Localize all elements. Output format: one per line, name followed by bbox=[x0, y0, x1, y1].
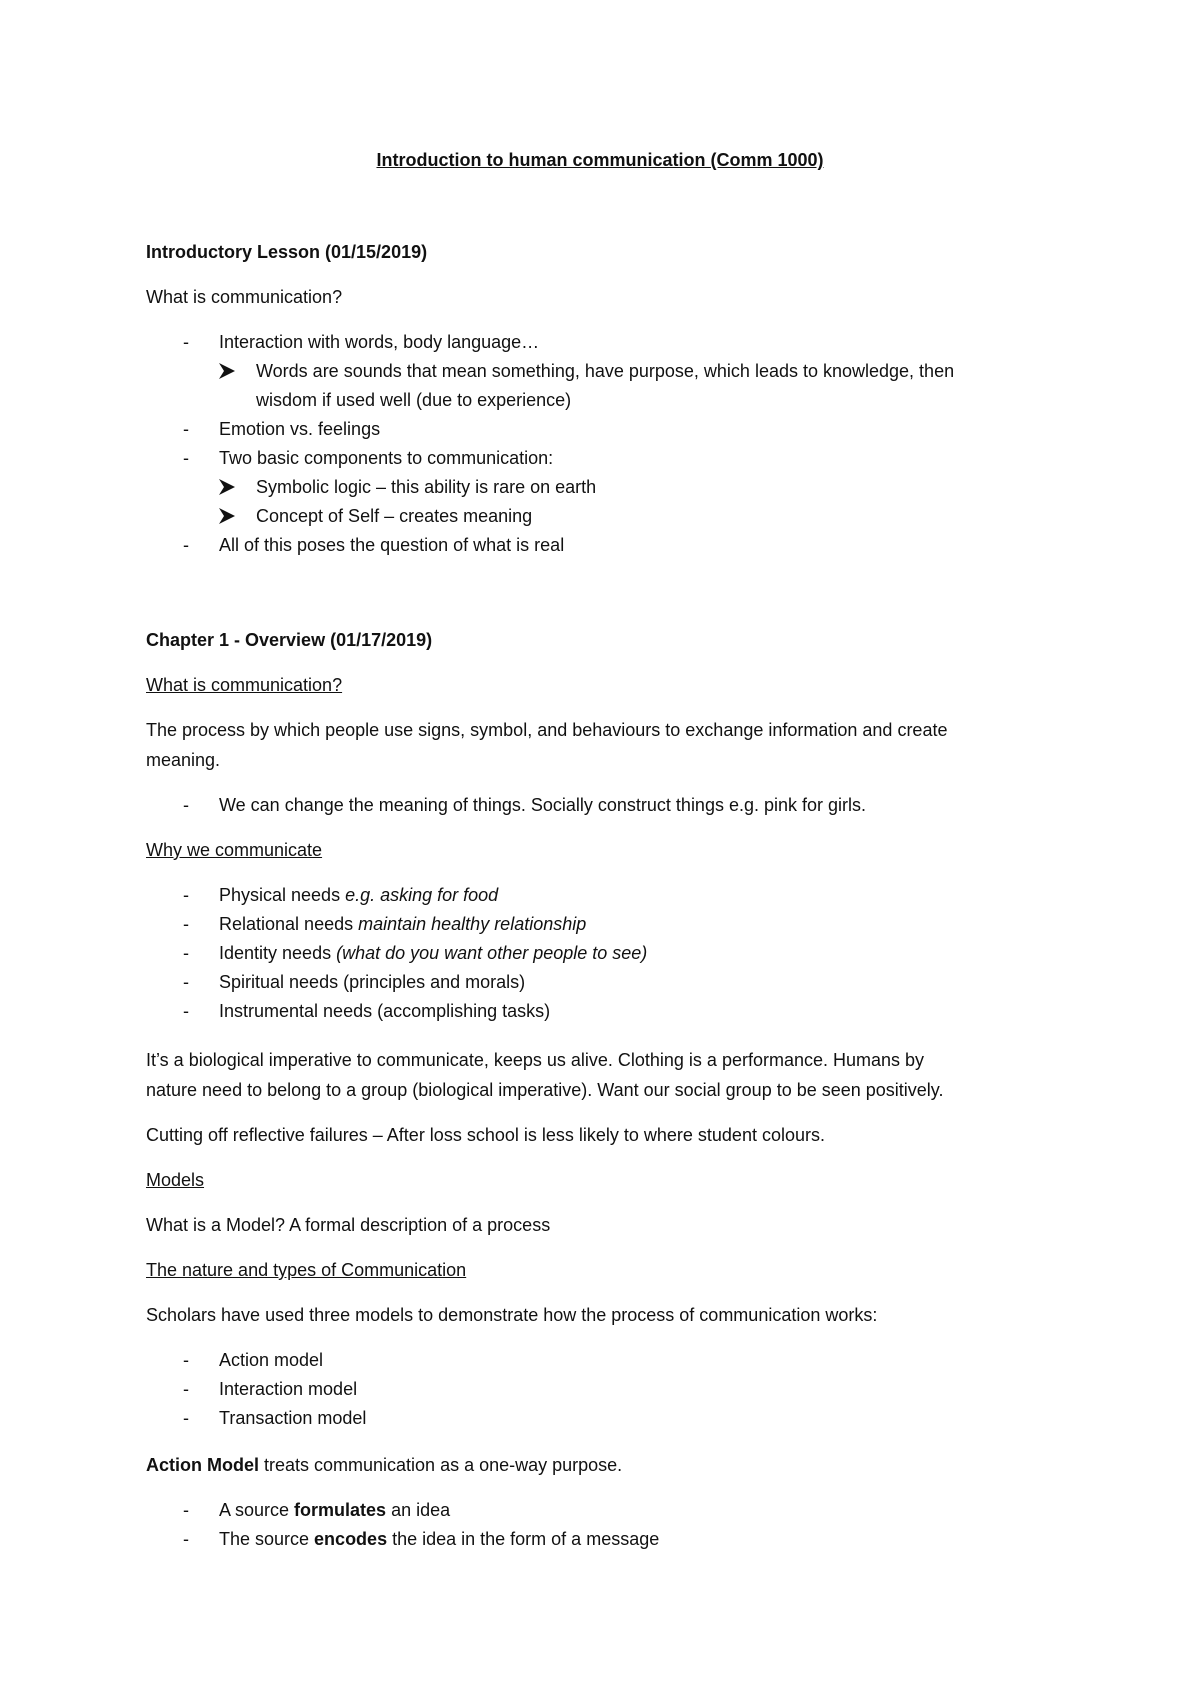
intro-bullet-2: Emotion vs. feelings bbox=[219, 419, 381, 439]
intro-sub-bullet-1-line-2: wisdom if used well (due to experience) bbox=[256, 390, 572, 410]
action-step: A source formulates an idea bbox=[219, 1500, 451, 1520]
bullet-dash: - bbox=[183, 972, 189, 992]
biological-line-1: It’s a biological imperative to communicate, keeps us alive. Clothing is a performance. Humans by bbox=[146, 1050, 925, 1070]
need-item: Spiritual needs (principles and morals) bbox=[219, 972, 526, 992]
model-list-item: Action model bbox=[219, 1350, 324, 1370]
arrow-bullet-icon bbox=[218, 507, 236, 525]
scholars-paragraph: Scholars have used three models to demonstrate how the process of communication works: bbox=[146, 1305, 878, 1325]
intro-heading: Introductory Lesson (01/15/2019) bbox=[146, 242, 428, 262]
nature-types-heading: The nature and types of Communication bbox=[146, 1260, 467, 1280]
cutting-off-paragraph: Cutting off reflective failures – After loss school is less likely to where student colours. bbox=[146, 1125, 825, 1145]
arrow-bullet-icon bbox=[218, 362, 236, 380]
bullet-dash: - bbox=[183, 885, 189, 905]
action-step: The source encodes the idea in the form of a message bbox=[219, 1529, 660, 1549]
need-item: Instrumental needs (accomplishing tasks) bbox=[219, 1001, 551, 1021]
need-item: Physical needs e.g. asking for food bbox=[219, 885, 499, 905]
need-item: Identity needs (what do you want other people to see) bbox=[219, 943, 648, 963]
intro-sub-bullet-3: Concept of Self – creates meaning bbox=[256, 506, 533, 526]
bullet-dash: - bbox=[183, 332, 189, 352]
model-list-item: Transaction model bbox=[219, 1408, 367, 1428]
what-is-communication-heading: What is communication? bbox=[146, 675, 343, 695]
biological-line-2: nature need to belong to a group (biological imperative). Want our social group to be seen positively. bbox=[146, 1080, 944, 1100]
intro-bullet-4: All of this poses the question of what is real bbox=[219, 535, 565, 555]
bullet-dash: - bbox=[183, 1500, 189, 1520]
definition-line-1: The process by which people use signs, symbol, and behaviours to exchange information and create bbox=[146, 720, 948, 740]
bullet-dash: - bbox=[183, 1408, 189, 1428]
definition-line-2: meaning. bbox=[146, 750, 221, 770]
bullet-dash: - bbox=[183, 419, 189, 439]
definition-bullet: We can change the meaning of things. Socially construct things e.g. pink for girls. bbox=[219, 795, 867, 815]
bullet-dash: - bbox=[183, 795, 189, 815]
chapter-1-heading: Chapter 1 - Overview (01/17/2019) bbox=[146, 630, 433, 650]
bullet-dash: - bbox=[183, 535, 189, 555]
need-item: Relational needs maintain healthy relationship bbox=[219, 914, 587, 934]
action-model-paragraph: Action Model treats communication as a one-way purpose. bbox=[146, 1455, 623, 1475]
bullet-dash: - bbox=[183, 1350, 189, 1370]
bullet-dash: - bbox=[183, 914, 189, 934]
bullet-dash: - bbox=[183, 1379, 189, 1399]
intro-sub-bullet-1-line-1: Words are sounds that mean something, have purpose, which leads to knowledge, then bbox=[256, 361, 955, 381]
bullet-dash: - bbox=[183, 1001, 189, 1021]
bullet-dash: - bbox=[183, 943, 189, 963]
why-we-communicate-heading: Why we communicate bbox=[146, 840, 323, 860]
bullet-dash: - bbox=[183, 448, 189, 468]
models-heading: Models bbox=[146, 1170, 205, 1190]
intro-bullet-1: Interaction with words, body language… bbox=[219, 332, 540, 352]
document-title: Introduction to human communication (Comm 1000) bbox=[376, 150, 824, 170]
arrow-bullet-icon bbox=[218, 478, 236, 496]
bullet-dash: - bbox=[183, 1529, 189, 1549]
model-definition: What is a Model? A formal description of a process bbox=[146, 1215, 551, 1235]
model-list-item: Interaction model bbox=[219, 1379, 358, 1399]
intro-question: What is communication? bbox=[146, 287, 343, 307]
intro-bullet-3: Two basic components to communication: bbox=[219, 448, 554, 468]
intro-sub-bullet-2: Symbolic logic – this ability is rare on earth bbox=[256, 477, 597, 497]
